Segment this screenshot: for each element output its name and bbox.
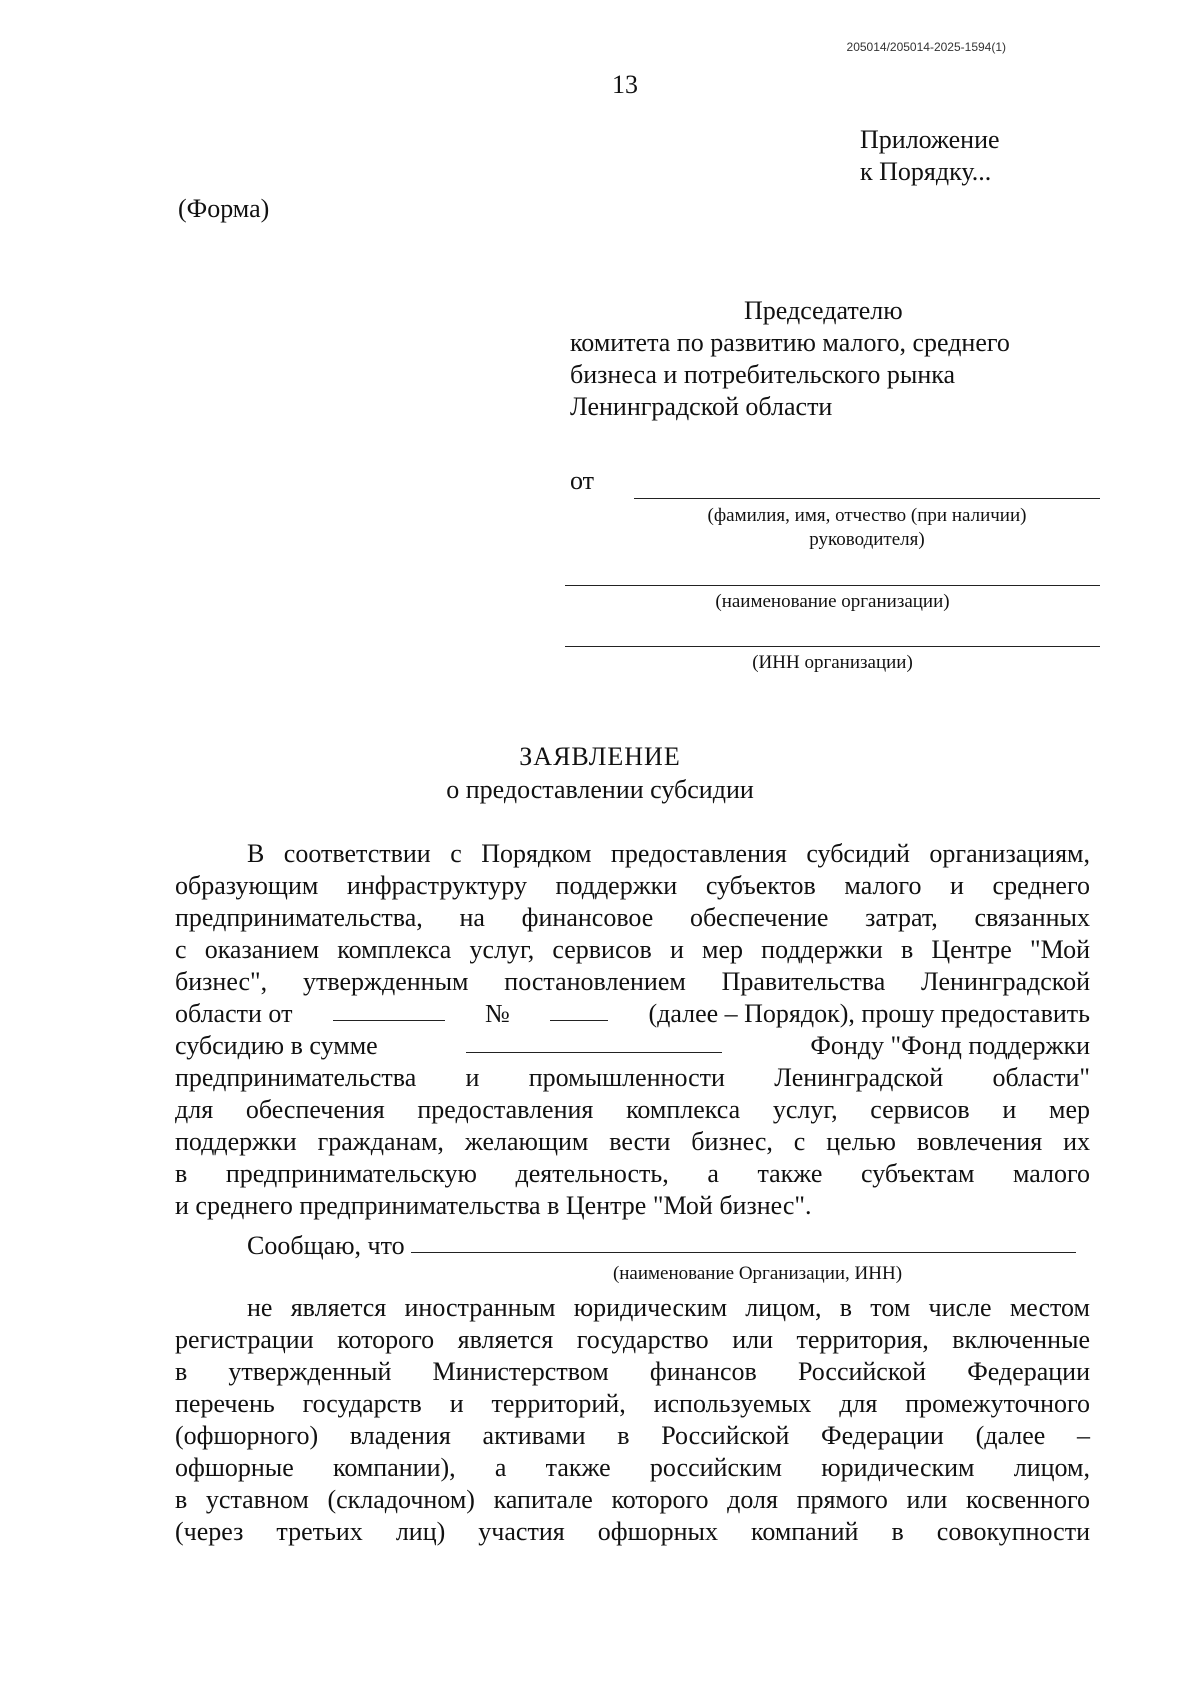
para1-line: в предпринимательскую деятельность, а также субъектам малого: [175, 1159, 1090, 1188]
head-name-blank: [634, 498, 1100, 499]
org-inn-caption: (ИНН организации): [752, 652, 913, 673]
addressee-line-4: Ленинградской области: [570, 392, 833, 421]
org-name-blank: [565, 585, 1100, 586]
appendix-line-2: к Порядку...: [860, 157, 992, 186]
declaration-paragraph: [175, 1292, 1090, 1548]
appendix-line-1: Приложение: [860, 125, 1000, 154]
para1-text: №: [485, 999, 510, 1028]
document-title: ЗАЯВЛЕНИЕ: [519, 742, 681, 771]
report-label: Сообщаю, что: [247, 1231, 405, 1260]
para1-line: бизнес", утвержденным постановлением Правительства Ленинградской: [175, 967, 1090, 996]
para1-line: с оказанием комплекса услуг, сервисов и мер поддержки в Центре "Мой: [175, 935, 1090, 964]
para1-line: поддержки гражданам, желающим вести бизнес, с целью вовлечения их: [175, 1127, 1090, 1156]
addressee-line-3: бизнеса и потребительского рынка: [570, 360, 956, 389]
para1-line-sum: [175, 1030, 1090, 1062]
addressee-line-2: комитета по развитию малого, среднего: [570, 328, 1010, 357]
head-name-caption: [634, 504, 1100, 552]
date-blank: [333, 998, 445, 1021]
org-name-inn-blank: [411, 1230, 1076, 1253]
page-number: 13: [612, 70, 638, 99]
from-row: [570, 466, 1100, 506]
para2-line: регистрации которого является государство или территория, включенные: [175, 1325, 1090, 1354]
para2-line: в уставном (складочном) капитале которого доля прямого или косвенного: [175, 1485, 1090, 1514]
addressee-line-1: Председателю: [744, 296, 903, 325]
para1-text: (далее – Порядок), прошу предоставить: [648, 999, 1090, 1028]
addressee-block: [570, 295, 1090, 423]
para1-text: области от: [175, 999, 293, 1028]
document-id: 205014/205014-2025-1594(1): [846, 40, 1006, 54]
para1-line: и среднего предпринимательства в Центре "Мой бизнес".: [175, 1191, 812, 1220]
report-row: [175, 1230, 1090, 1262]
para2-line: в утвержденный Министерством финансов Российской Федерации: [175, 1357, 1090, 1386]
report-line: [175, 1230, 1090, 1262]
head-name-caption-line-1: (фамилия, имя, отчество (при наличии): [707, 505, 1027, 526]
para1-line: В соответствии с Порядком предоставления субсидий организациям,: [247, 839, 1090, 868]
para2-line: (через третьих лиц) участия офшорных компаний в совокупности: [175, 1517, 1090, 1546]
number-blank: [550, 998, 608, 1021]
para1-text: субсидию в сумме: [175, 1031, 378, 1060]
para1-line: для обеспечения предоставления комплекса услуг, сервисов и мер: [175, 1095, 1090, 1124]
para2-line: перечень государств и территорий, используемых для промежуточного: [175, 1389, 1090, 1418]
para1-text: Фонду "Фонд поддержки: [810, 1031, 1090, 1060]
sum-blank: [466, 1030, 722, 1053]
para1-line: предпринимательства и промышленности Ленинградской области": [175, 1063, 1090, 1092]
para2-line: (офшорного) владения активами в Российской Федерации (далее –: [175, 1421, 1090, 1450]
org-inn-blank: [565, 646, 1100, 647]
para1-line: предпринимательства, на финансовое обеспечение затрат, связанных: [175, 903, 1090, 932]
para1-line-date-number: [175, 998, 1090, 1030]
para2-line: не является иностранным юридическим лицом, в том числе местом: [247, 1293, 1090, 1322]
head-name-caption-line-2: руководителя): [809, 529, 925, 550]
request-paragraph: [175, 838, 1090, 1222]
para2-line: офшорные компании), а также российским юридическим лицом,: [175, 1453, 1090, 1482]
from-label: от: [570, 466, 595, 495]
para1-line: образующим инфраструктуру поддержки субъектов малого и среднего: [175, 871, 1090, 900]
form-label: (Форма): [178, 194, 270, 223]
document-subtitle: о предоставлении субсидии: [446, 775, 754, 804]
appendix-note: [860, 124, 1000, 188]
org-name-caption: (наименование организации): [715, 591, 950, 612]
org-name-inn-caption: (наименование Организации, ИНН): [612, 1263, 903, 1284]
